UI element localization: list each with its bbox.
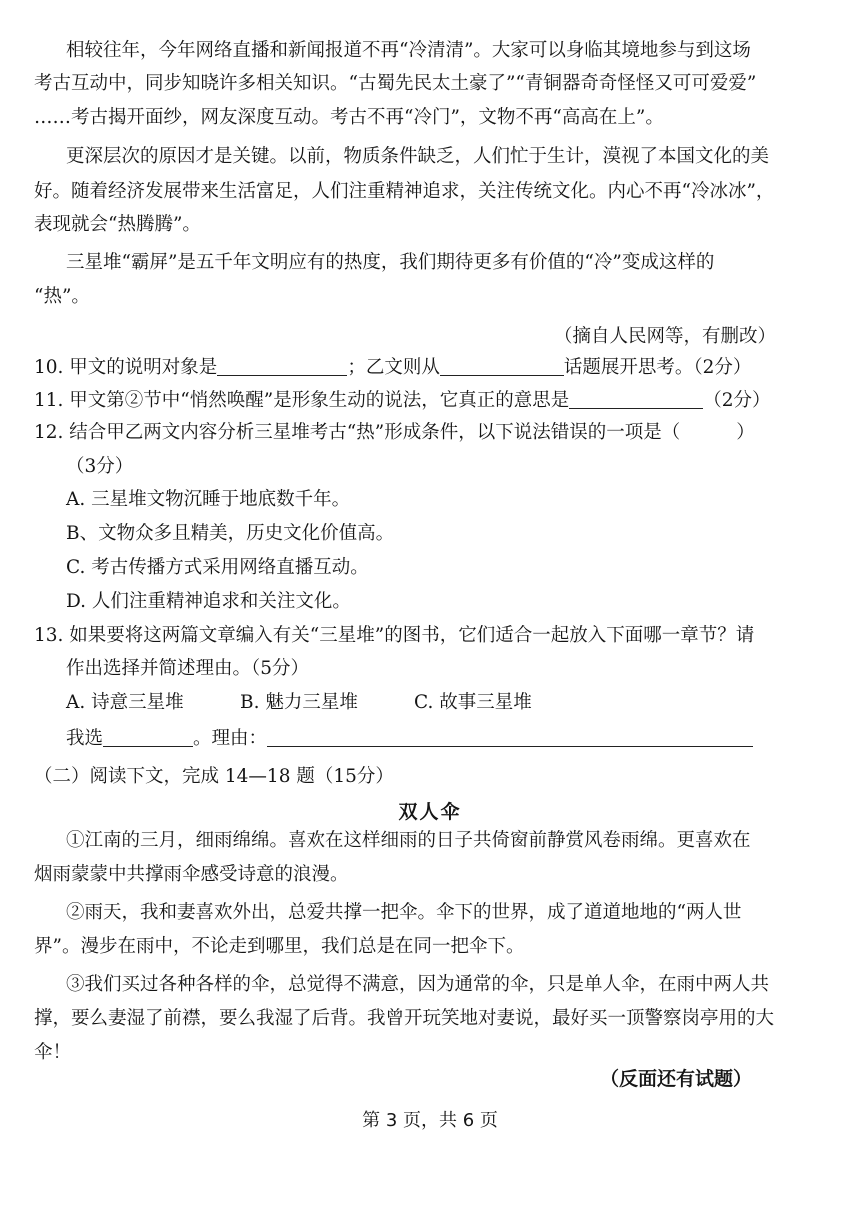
q10-text-2: ；乙文则从: [347, 357, 440, 378]
back-page-note: （反面还有试题）: [599, 1068, 752, 1090]
article-p1-line1: ①江南的三月，细雨绵绵。喜欢在这样细雨的日子共倚窗前静赏风卷雨绵。更喜欢在: [66, 830, 751, 851]
passage-source: （摘自人民网等，有删改）: [553, 326, 776, 347]
passage-b-p2-line3: 表现就会“热腾腾”。: [34, 214, 201, 235]
q13-answer-line: [66, 728, 774, 749]
q12-score: （3分）: [66, 456, 134, 477]
section-2-heading: （二）阅读下文，完成 14—18 题（15分）: [34, 766, 394, 787]
passage-b-p2-line2: 好。随着经济发展带来生活富足，人们注重精神追求，关注传统文化。内心不再“冷冰冰”，: [34, 181, 775, 202]
article-p2-line2: 界”。漫步在雨中，不论走到哪里，我们总是在同一把伞下。: [34, 936, 525, 957]
passage-b-p3-line2: “热”。: [34, 286, 90, 307]
article-p3-line3: 伞！: [34, 1042, 72, 1063]
q11-text-1: 11. 甲文第②节中“悄然唤醒”是形象生动的说法，它真正的意思是: [34, 390, 570, 411]
q12-option-a: A. 三星堆文物沉睡于地底数千年。: [66, 489, 351, 510]
question-13-line1: 13. 如果要将这两篇文章编入有关“三星堆”的图书，它们适合一起放入下面哪一章节？请: [34, 625, 755, 646]
q12-stem: 12. 结合甲乙两文内容分析三星堆考古“热”形成条件，以下说法错误的一项是（: [34, 422, 681, 443]
q11-answer-blank[interactable]: [569, 390, 703, 409]
passage-b-p1-line3: ……考古揭开面纱，网友深度互动。考古不再“冷门”，文物不再“高高在上”。: [34, 107, 664, 128]
page-footer: 第 3 页，共 6 页: [362, 1110, 498, 1131]
q13-reason-label: 。理由：: [193, 728, 268, 749]
article-p1-line2: 烟雨蒙蒙中共撑雨伞感受诗意的浪漫。: [34, 864, 349, 885]
passage-b-p3-line1: 三星堆“霸屏”是五千年文明应有的热度，我们期待更多有价值的“冷”变成这样的: [66, 252, 715, 273]
q10-answer-blank-1[interactable]: [217, 357, 347, 376]
q13-select-blank[interactable]: [103, 728, 193, 747]
q11-text-2: （2分）: [703, 390, 771, 411]
article-p3-line2: 撑，要么妻湿了前襟，要么我湿了后背。我曾开玩笑地对妻说，最好买一顶警察岗亭用的大: [34, 1008, 775, 1029]
passage-b-p2-line1: 更深层次的原因才是关键。以前，物质条件缺乏，人们忙于生计，漠视了本国文化的美: [66, 146, 770, 167]
q10-text-3: 话题展开思考。（2分）: [563, 357, 752, 378]
q10-text-1: 10. 甲文的说明对象是: [34, 357, 218, 378]
q10-answer-blank-2[interactable]: [440, 357, 564, 376]
question-12: [34, 424, 774, 443]
q12-option-d: D. 人们注重精神追求和关注文化。: [66, 591, 351, 612]
q13-choice-c: C. 故事三星堆: [414, 692, 532, 713]
q12-option-b: B、文物众多且精美，历史文化价值高。: [66, 523, 395, 544]
q13-select-label: 我选: [66, 728, 104, 749]
q13-reason-blank[interactable]: [267, 728, 753, 747]
q13-choice-a: A. 诗意三星堆: [66, 692, 184, 713]
q12-option-c: C. 考古传播方式采用网络直播互动。: [66, 557, 369, 578]
question-10: [34, 357, 774, 378]
article-title: 双人伞: [398, 801, 462, 823]
passage-b-p1-line1: 相较往年，今年网络直播和新闻报道不再“冷清清”。大家可以身临其境地参与到这场: [66, 40, 751, 61]
question-13-line2: 作出选择并简述理由。（5分）: [66, 658, 310, 679]
passage-b-p1-line2: 考古互动中，同步知晓许多相关知识。“古蜀先民太土豪了”“青铜器奇奇怪怪又可可爱爱”: [34, 73, 757, 94]
q12-stem-end: ）: [736, 422, 755, 443]
article-p2-line1: ②雨天，我和妻喜欢外出，总爱共撑一把伞。伞下的世界，成了道道地地的“两人世: [66, 902, 742, 923]
q13-choices: [66, 694, 774, 713]
article-p3-line1: ③我们买过各种各样的伞，总觉得不满意，因为通常的伞，只是单人伞，在雨中两人共: [66, 974, 770, 995]
question-11: [34, 390, 774, 411]
q13-choice-b: B. 魅力三星堆: [240, 692, 358, 713]
